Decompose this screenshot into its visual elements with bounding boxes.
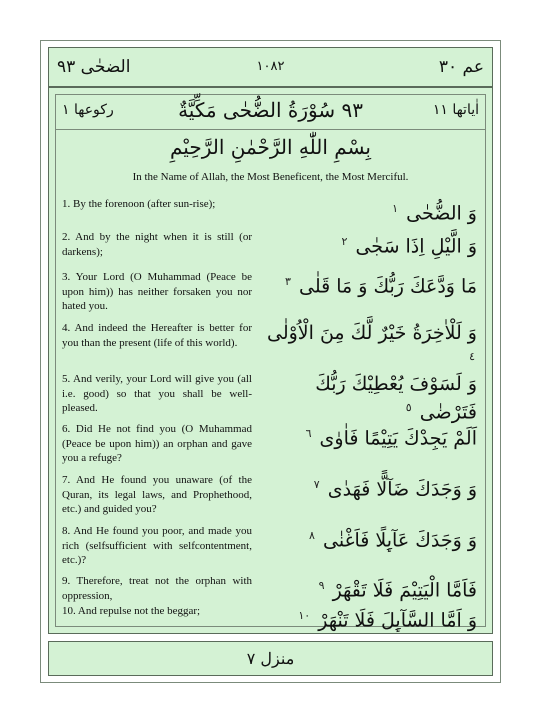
verse-translation: 3. Your Lord (O Muhammad (Peace be upon him)) has neither forsaken you nor hated you. xyxy=(62,271,252,312)
verse-number: ٦ xyxy=(305,427,312,440)
verse-text: وَ لَلْاٰخِرَةُ خَيْرٌ لَّكَ مِنَ الْاُوْلٰى xyxy=(266,322,477,344)
verse-text: وَ وَجَدَكَ ضَآلًّا فَهَدٰى xyxy=(327,478,477,501)
translation-intro: In the Name of Allah, the Most Beneficent, the Most Merciful. xyxy=(132,171,409,183)
verse-translation: 4. And indeed the Hereafter is better for you than the present (life of this world). xyxy=(62,322,252,349)
verse-text: فَاَمَّا الْيَتِيْمَ فَلَا تَقْهَرْ xyxy=(332,579,477,602)
verse-number: ٩ xyxy=(318,579,325,592)
verse-arabic xyxy=(257,197,477,225)
verse-translation: 8. And He found you poor, and made you rich (selfsufficient with selfcontentment, etc.)? xyxy=(62,525,252,566)
verse-number: ٣ xyxy=(285,275,291,288)
verse-number: ١ xyxy=(392,202,399,215)
verse-arabic xyxy=(257,604,477,632)
manzil-label: منزل ٧ xyxy=(246,649,295,668)
verse-text: اَلَمْ يَجِدْكَ يَتِيْمًا فَاٰوٰى xyxy=(319,427,477,450)
verse-translation: 7. And He found you unaware (of the Quran, its legal laws, and Prophethood, etc.) and guided you? xyxy=(62,474,252,515)
page-footer xyxy=(48,641,493,676)
verse-number: ٤ xyxy=(469,350,475,363)
ayat-count: اٰیاتھا ١١ xyxy=(432,102,479,118)
verse-text: وَ لَسَوْفَ يُعْطِيْكَ رَبُّكَ فَتَرْضٰى xyxy=(315,373,477,424)
surah-title: ٩٣ سُوْرَةُ الضُّحٰى مَكِّيَّةٌ xyxy=(178,98,363,122)
verse-text: وَ وَجَدَكَ عَآىِٕلًا فَاَغْنٰى xyxy=(323,529,477,552)
title-divider xyxy=(56,129,485,130)
verse-translation: 6. Did He not find you (O Muhammad (Peace be upon him)) an orphan and gave you a refuge? xyxy=(62,423,252,464)
verse-arabic xyxy=(257,372,477,424)
verse-number: ٨ xyxy=(309,529,315,542)
verse-arabic xyxy=(257,230,477,258)
verse-text: وَ الضُّحٰى xyxy=(406,202,477,225)
surah-name-label: الضحٰى ٩٣ xyxy=(57,57,131,77)
page-number: ١٠٨٢ xyxy=(256,59,285,74)
verse-number: ٥ xyxy=(405,401,412,414)
inner-frame xyxy=(55,94,486,632)
verse-number: ١٠ xyxy=(298,609,311,622)
verse-translation: 9. Therefore, treat not the orphan with oppression, xyxy=(62,575,252,602)
verse-arabic xyxy=(257,473,477,501)
verse-text: وَ الَّيْلِ اِذَا سَجٰى xyxy=(355,235,477,258)
juz-label: عم ٣٠ xyxy=(438,57,484,77)
verse-arabic xyxy=(257,524,477,552)
basmala: بِسْمِ اللّٰهِ الرَّحْمٰنِ الرَّحِيْمِ xyxy=(169,135,371,159)
verse-arabic xyxy=(257,422,477,450)
verse-translation: 5. And verily, your Lord will give you (all i.e. good) so that you shall be well-pleased. xyxy=(62,373,252,414)
verse-translation: 2. And by the night when it is still (or darkens); xyxy=(62,231,252,258)
verse-arabic xyxy=(257,574,477,602)
verse-number: ٢ xyxy=(341,235,348,248)
page-header xyxy=(48,47,493,87)
main-content xyxy=(48,87,493,634)
verse-arabic xyxy=(257,270,477,298)
verse-number: ٧ xyxy=(313,478,320,491)
verse-translation: 10. And repulse not the beggar; xyxy=(62,605,201,617)
verse-text: مَا وَدَّعَكَ رَبُّكَ وَ مَا قَلٰى xyxy=(299,275,477,298)
ruku-count: ركوعها ١ xyxy=(62,102,114,118)
verse-arabic xyxy=(257,321,477,373)
verse-text: وَ اَمَّا السَّآىِٕلَ فَلَا تَنْهَرْ xyxy=(318,609,477,632)
verse-translation: 1. By the forenoon (after sun-rise); xyxy=(62,198,216,210)
